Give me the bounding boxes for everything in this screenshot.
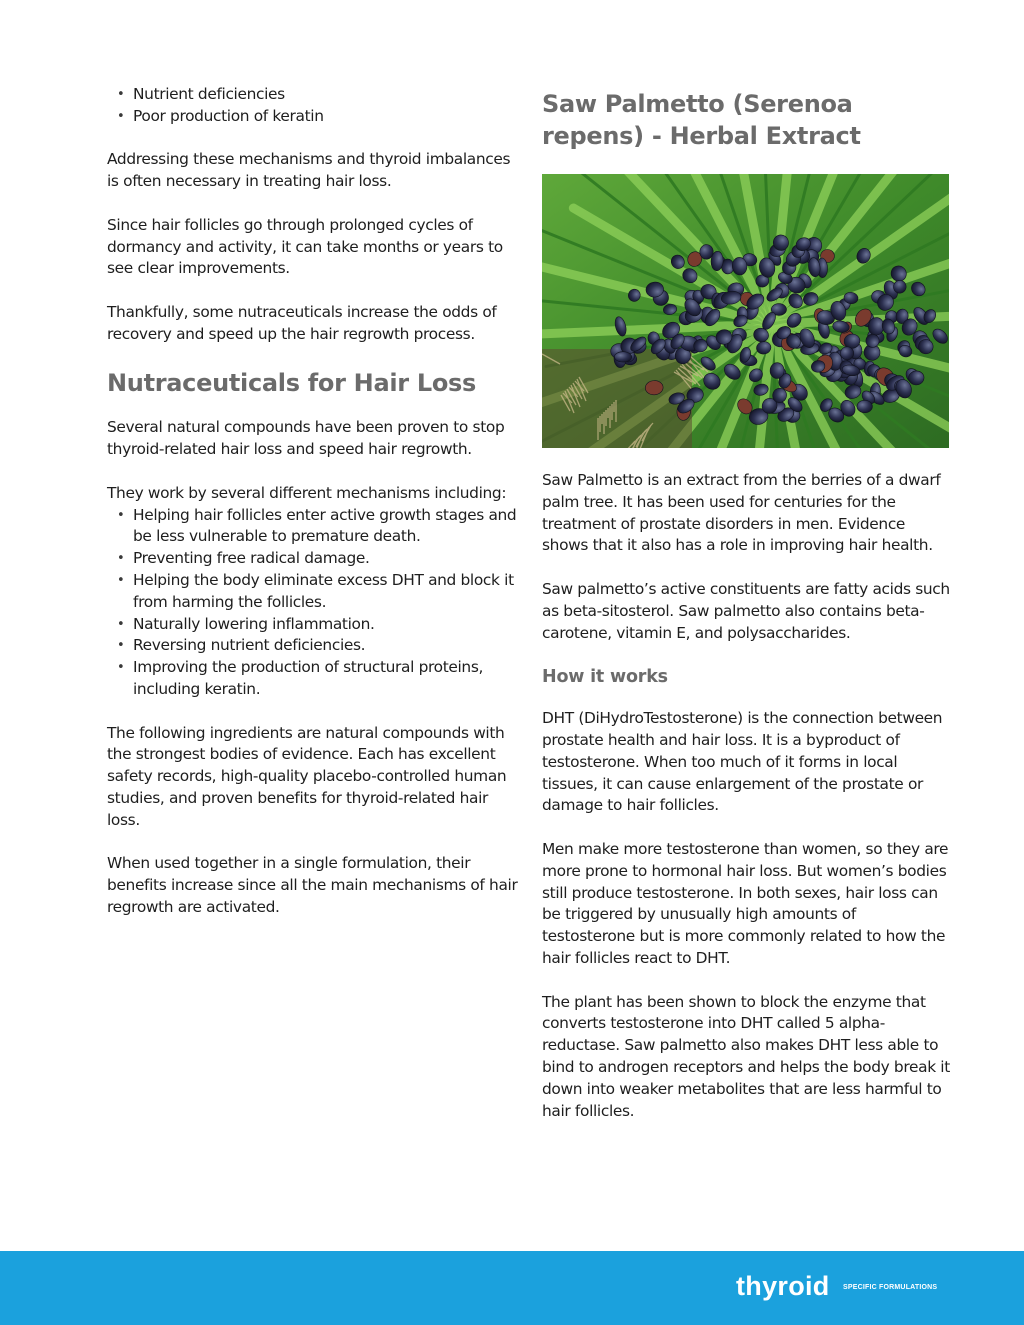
section-heading: Saw Palmetto (Serenoa repens) - Herbal Extract [542,90,861,150]
paragraph: Saw palmetto’s active constituents are fatty acids such as beta-sitosterol. Saw palmetto also contains beta-carotene, vitamin E, and polysaccharides. [542,579,950,642]
paragraph: DHT (DiHydroTestosterone) is the connection between prostate health and hair loss. It is a byproduct of testosterone. When too much of it forms in local tissues, it can cause enlargement of the prostate or damage to hair follicles. [542,709,943,815]
paragraph: The plant has been shown to block the enzyme that converts testosterone into DHT called 5 alpha-reductase. Saw palmetto also makes DHT less able to bind to androgen receptors and helps the body break it down into weaker metabolites that are less harmful to hair follicles. [542,992,950,1120]
list-item: • Nutrient deficiencies [133,84,519,106]
paragraph: Addressing these mechanisms and thyroid imbalances is often necessary in treating hair loss. [107,150,511,191]
right-column [542,84,952,1144]
paragraph: Since hair follicles go through prolonged cycles of dormancy and activity, it can take months or years to see clear improvements. [107,215,503,278]
brand-logo: thyroid [736,1271,830,1301]
paragraph: Men make more testosterone than women, so they are more prone to hormonal hair loss. But women’s bodies still produce testosterone. In both sexes, hair loss can be triggered by unusually high amounts of testosterone but is more commonly related to how the hair follicles react to DHT. [542,839,949,967]
paragraph: They work by several different mechanisms including: [107,483,507,502]
saw-palmetto-berries-photo [542,174,949,448]
bullet-list-mechanisms [107,505,519,701]
list-item: • Reversing nutrient deficiencies. [133,635,519,657]
bullet-list-causes [107,84,519,128]
paragraph: Several natural compounds have been proven to stop thyroid-related hair loss and speed hair regrowth. [107,418,505,459]
list-item: • Improving the production of structural proteins, including keratin. [133,657,519,701]
left-column [107,84,519,940]
subheading: How it works [542,667,668,688]
list-item: • Poor production of keratin [133,106,519,128]
paragraph: Saw Palmetto is an extract from the berries of a dwarf palm tree. It has been used for centuries for the treatment of prostate disorders in men. Evidence shows that it also has a role in improving hair health. [542,471,941,555]
section-heading: Nutraceuticals for Hair Loss [107,369,477,398]
list-item: • Helping hair follicles enter active growth stages and be less vulnerable to premature death. [133,505,519,549]
list-item: • Naturally lowering inflammation. [133,614,519,636]
paragraph: When used together in a single formulation, their benefits increase since all the main mechanisms of hair regrowth are activated. [107,854,518,916]
list-item: • Helping the body eliminate excess DHT and block it from harming the follicles. [133,570,519,614]
paragraph: Thankfully, some nutraceuticals increase the odds of recovery and speed up the hair regrowth process. [107,302,497,343]
brand-tagline: SPECIFIC FORMULATIONS [843,1284,938,1291]
footer-bar [0,1251,1024,1325]
list-item: • Preventing free radical damage. [133,548,519,570]
paragraph: The following ingredients are natural compounds with the strongest bodies of evidence. Each has excellent safety records, high-quality placebo-controlled human studies, and proven benefits for thyroid-related hair loss. [107,723,507,829]
